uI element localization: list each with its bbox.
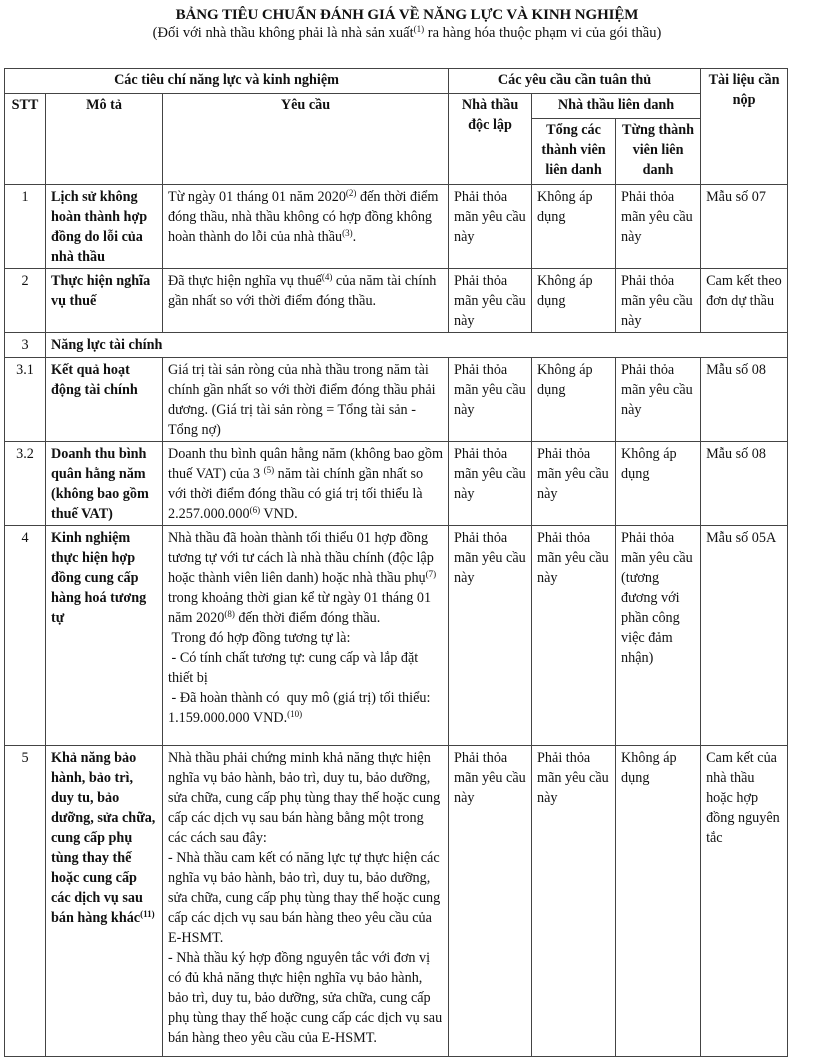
row-independent: Phải thỏa mãn yêu cầu này xyxy=(449,442,532,526)
row-requirement: Nhà thầu đã hoàn thành tối thiểu 01 hợp đồng tương tự với tư cách là nhà thầu chính (độc lập hoặc thành viên liên danh) hoặc nhà thầu phụ$^{(7)}$ trong khoảng thời gian kể từ ngày 01 tháng 01 năm 2020$^{(8)}$ đến thời điểm đóng thầu. Trong đó hợp đồng tương tự là: - Có tính chất tương tự: cung cấp và lắp đặt thiết bị - Đã hoàn thành có quy mô (giá trị) tối thiểu: 1.159.000.000 VND.$^{(10)}$ xyxy=(163,526,449,746)
document-title: BẢNG TIÊU CHUẨN ĐÁNH GIÁ VỀ NĂNG LỰC VÀ KINH NGHIỆM xyxy=(175,7,639,23)
row-jv-total: Phải thỏa mãn yêu cầu này xyxy=(532,442,616,526)
row-stt: 5 xyxy=(5,746,46,1057)
section-row xyxy=(5,333,788,358)
header-joint-venture: Nhà thầu liên danh xyxy=(532,94,701,119)
row-description: Doanh thu bình quân hằng năm (không bao gồm thuế VAT) xyxy=(46,442,163,526)
header-description: Mô tả xyxy=(46,94,163,185)
row-documents: Cam kết của nhà thầu hoặc hợp đồng nguyên tắc xyxy=(701,746,788,1057)
row-requirement: Nhà thầu phải chứng minh khả năng thực hiện nghĩa vụ bảo hành, bảo trì, duy tu, bảo dưỡng, sửa chữa, cung cấp phụ tùng thay thế hoặc cung cấp các dịch vụ sau bán hàng bằng một trong các cách sau đây: - Nhà thầu cam kết có năng lực tự thực hiện các nghĩa vụ bảo hành, bảo trì, duy tu, bảo dưỡng, sửa chữa, cung cấp phụ tùng thay thế hoặc cung cấp các dịch vụ sau bán hàng theo yêu cầu của E-HSMT. - Nhà thầu ký hợp đồng nguyên tắc với đơn vị có đủ khả năng thực hiện nghĩa vụ bảo hành, bảo trì, duy tu, bảo dưỡng, sửa chữa, cung cấp phụ tùng thay thế hoặc cung cấp các dịch vụ sau bán hàng theo yêu cầu của E-HSMT. xyxy=(163,746,449,1057)
row-documents: Mẫu số 08 xyxy=(701,358,788,442)
row-documents: Mẫu số 07 xyxy=(701,185,788,269)
header-stt: STT xyxy=(5,94,46,185)
section-stt: 3 xyxy=(5,333,46,358)
document-subtitle xyxy=(0,24,814,42)
row-independent: Phải thỏa mãn yêu cầu này xyxy=(449,185,532,269)
subtitle-text-end: ra hàng hóa thuộc phạm vi của gói thầu) xyxy=(424,25,662,41)
table-row xyxy=(5,358,788,442)
row-independent: Phải thỏa mãn yêu cầu này xyxy=(449,526,532,746)
subtitle-text: (Đối với nhà thầu không phải là nhà sản xuất xyxy=(152,25,414,41)
row-jv-each: Không áp dụng xyxy=(616,746,701,1057)
row-stt: 4 xyxy=(5,526,46,746)
row-independent: Phải thỏa mãn yêu cầu này xyxy=(449,269,532,333)
row-independent: Phải thỏa mãn yêu cầu này xyxy=(449,746,532,1057)
section-label: Năng lực tài chính xyxy=(46,333,788,358)
table-row xyxy=(5,269,788,333)
criteria-table xyxy=(4,68,788,1057)
row-description: Kinh nghiệm thực hiện hợp đồng cung cấp hàng hoá tương tự xyxy=(46,526,163,746)
header-criteria-group: Các tiêu chí năng lực và kinh nghiệm xyxy=(5,69,449,94)
header-jv-total: Tổng các thành viên liên danh xyxy=(532,119,616,185)
row-requirement: Doanh thu bình quân hằng năm (không bao gồm thuế VAT) của 3 $^{(5)}$ năm tài chính gần nhất so với thời điểm đóng thầu có giá trị tối thiểu là 2.257.000.000$^{(6)}$ VND. xyxy=(163,442,449,526)
header-documents: Tài liệu cần nộp xyxy=(701,69,788,185)
row-documents: Mẫu số 05A xyxy=(701,526,788,746)
row-jv-total: Phải thỏa mãn yêu cầu này xyxy=(532,746,616,1057)
header-independent-contractor: Nhà thầu độc lập xyxy=(449,94,532,185)
row-jv-each: Phải thỏa mãn yêu cầu (tương đương với phần công việc đảm nhận) xyxy=(616,526,701,746)
row-description: Kết quả hoạt động tài chính xyxy=(46,358,163,442)
footnote-ref: (1) xyxy=(413,24,425,34)
row-description: Lịch sử không hoàn thành hợp đồng do lỗi của nhà thầu xyxy=(46,185,163,269)
table-row xyxy=(5,442,788,526)
row-jv-each: Phải thỏa mãn yêu cầu này xyxy=(616,185,701,269)
row-documents: Cam kết theo đơn dự thầu xyxy=(701,269,788,333)
row-requirement: Đã thực hiện nghĩa vụ thuế$^{(4)}$ của năm tài chính gần nhất so với thời điểm đóng thầu. xyxy=(163,269,449,333)
row-jv-each: Phải thỏa mãn yêu cầu này xyxy=(616,358,701,442)
row-independent: Phải thỏa mãn yêu cầu này xyxy=(449,358,532,442)
row-stt: 3.1 xyxy=(5,358,46,442)
row-stt: 2 xyxy=(5,269,46,333)
row-documents: Mẫu số 08 xyxy=(701,442,788,526)
row-requirement: Từ ngày 01 tháng 01 năm 2020$^{(2)}$ đến thời điểm đóng thầu, nhà thầu không có hợp đồng không hoàn thành do lỗi của nhà thầu$^{(3)}$. xyxy=(163,185,449,269)
header-requirement: Yêu cầu xyxy=(163,94,449,185)
table-row xyxy=(5,526,788,746)
header-jv-each: Từng thành viên liên danh xyxy=(616,119,701,185)
table-row xyxy=(5,746,788,1057)
row-jv-each: Không áp dụng xyxy=(616,442,701,526)
row-jv-each: Phải thỏa mãn yêu cầu này xyxy=(616,269,701,333)
row-description: Thực hiện nghĩa vụ thuế xyxy=(46,269,163,333)
table-row xyxy=(5,185,788,269)
row-description: Khả năng bảo hành, bảo trì, duy tu, bảo dưỡng, sửa chữa, cung cấp phụ tùng thay thế hoặc cung cấp các dịch vụ sau bán hàng khác$^{(11)}$ xyxy=(46,746,163,1057)
row-jv-total: Phải thỏa mãn yêu cầu này xyxy=(532,526,616,746)
row-requirement: Giá trị tài sản ròng của nhà thầu trong năm tài chính gần nhất so với thời điểm đóng thầu phải dương. (Giá trị tài sản ròng = Tổng tài sản - Tổng nợ) xyxy=(163,358,449,442)
header-requirements-group: Các yêu cầu cần tuân thủ xyxy=(449,69,701,94)
row-jv-total: Không áp dụng xyxy=(532,358,616,442)
row-jv-total: Không áp dụng xyxy=(532,269,616,333)
row-stt: 1 xyxy=(5,185,46,269)
row-jv-total: Không áp dụng xyxy=(532,185,616,269)
row-stt: 3.2 xyxy=(5,442,46,526)
